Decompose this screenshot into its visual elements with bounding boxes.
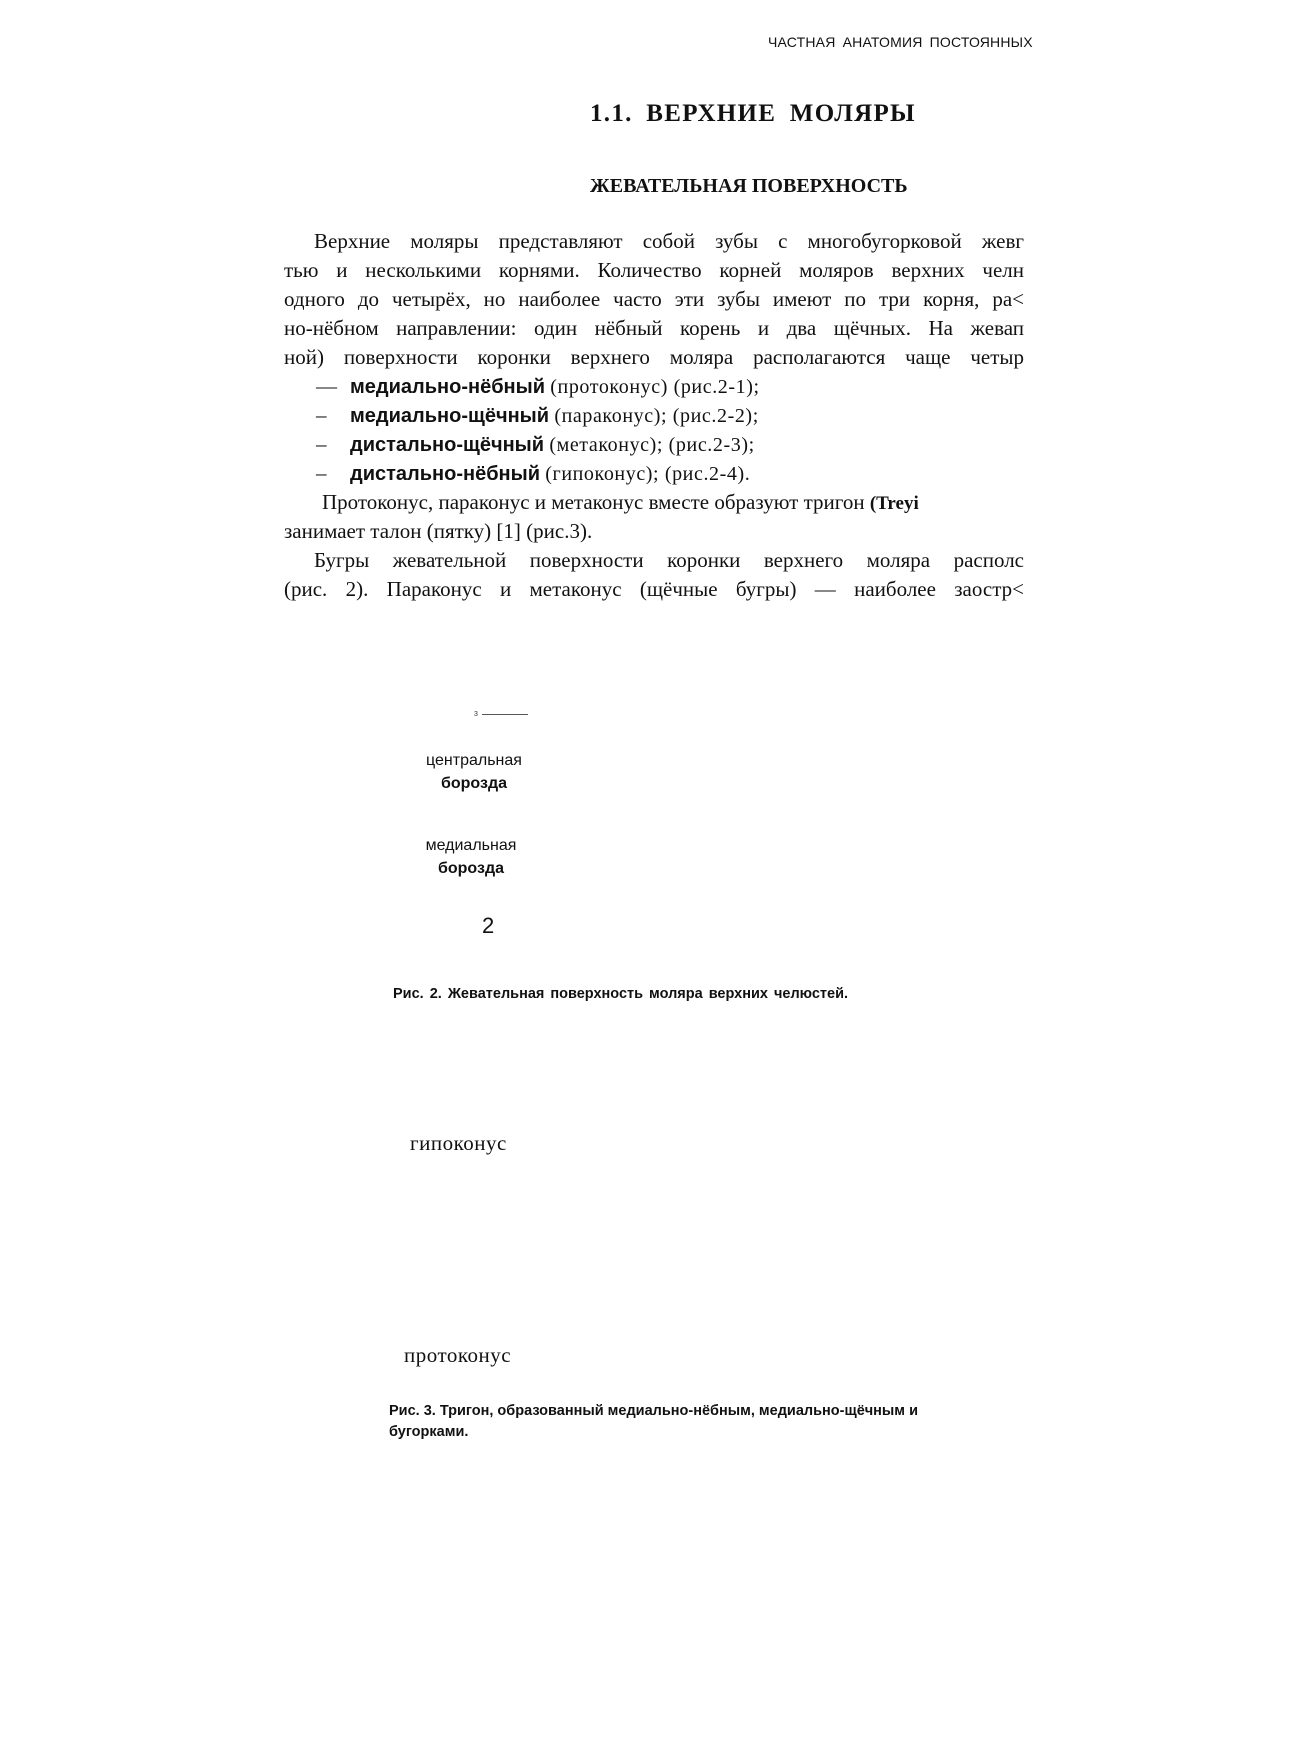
list-desc: (параконус); (рис.2-2); [554,405,759,427]
figure-2-small-number: 3 [474,711,478,718]
paragraph-3 [284,546,1024,604]
chapter-title: 1.1. ВЕРХНИЕ МОЛЯРЫ [590,100,916,127]
leader-line [482,714,528,715]
paragraph-2-line: занимает талон (пятку) [1] (рис.3). [284,519,593,543]
label-medial-groove-line2: борозда [438,860,504,877]
paragraph-1-line: одного до четырёх, но наиболее часто эти зубы имеют по три корня, ра< [284,287,1024,311]
paragraph-3-line: Бугры жевательной поверхности коронки верхнего моляра располс [314,548,1024,572]
paragraph-3-line: (рис. 2). Параконус и метаконус (щёчные бугры) — наиболее заостр< [284,577,1024,601]
label-medial-groove-line1: медиальная [425,837,517,854]
list-item [284,430,1024,459]
list-item [284,459,1024,488]
paragraph-1-line: но-нёбном направлении: один нёбный корень и два щёчных. На жевап [284,316,1024,340]
label-protocone: протоконус [404,1343,512,1367]
figure-2-small-label [474,711,528,718]
section-title: ЖЕВАТЕЛЬНАЯ ПОВЕРХНОСТЬ [590,175,908,197]
list-desc: (протоконус) (рис.2-1); [550,376,760,398]
paragraph-1-line: ной) поверхности коронки верхнего моляра располагаются чаще четыр [284,345,1024,369]
list-term: дистально-щёчный [350,434,545,456]
figure-2-caption: Рис. 2. Жевательная поверхность моляра верхних челюстей. [393,986,849,1002]
list-item [284,372,1024,401]
label-hypocone: гипоконус [410,1131,507,1155]
paragraph-1-line: Верхние моляры представляют собой зубы с многобугорковой жевг [314,229,1024,253]
list-desc: (гипоконус); (рис.2-4). [545,463,751,485]
list-term: медиально-нёбный [350,376,545,398]
figure-3-caption [389,1401,989,1443]
paragraph-1 [284,227,1024,372]
cusps-list [284,372,1024,488]
figure-3-caption-line: Рис. 3. Тригон, образованный медиально-нёбным, медиально-щёчным и [389,1403,918,1419]
label-central-groove-line2: борозда [441,775,507,792]
list-dash: — [316,374,337,398]
paragraph-2 [284,488,1024,546]
list-dash: – [316,461,327,485]
list-desc: (метаконус); (рис.2-3); [549,434,755,456]
label-central-groove-line1: центральная [426,752,522,769]
paragraph-2-line [284,488,1024,517]
paragraph-1-line: тью и несколькими корнями. Количество корней моляров верхних челн [284,258,1024,282]
paragraph-2-bold-tail: (Treyi [869,493,919,514]
list-item [284,401,1024,430]
figure-3-caption-line: бугорками. [389,1424,469,1440]
running-header: ЧАСТНАЯ АНАТОМИЯ ПОСТОЯННЫХ [768,34,1033,50]
paragraph-2-text: Протоконус, параконус и метаконус вместе образуют тригон [322,490,865,514]
list-dash: – [316,432,327,456]
list-term: медиально-щёчный [350,405,550,427]
label-central-groove [394,749,554,795]
list-term: дистально-нёбный [350,463,540,485]
label-medial-groove [391,834,551,880]
figure-2-number: 2 [482,913,495,938]
list-dash: – [316,403,327,427]
